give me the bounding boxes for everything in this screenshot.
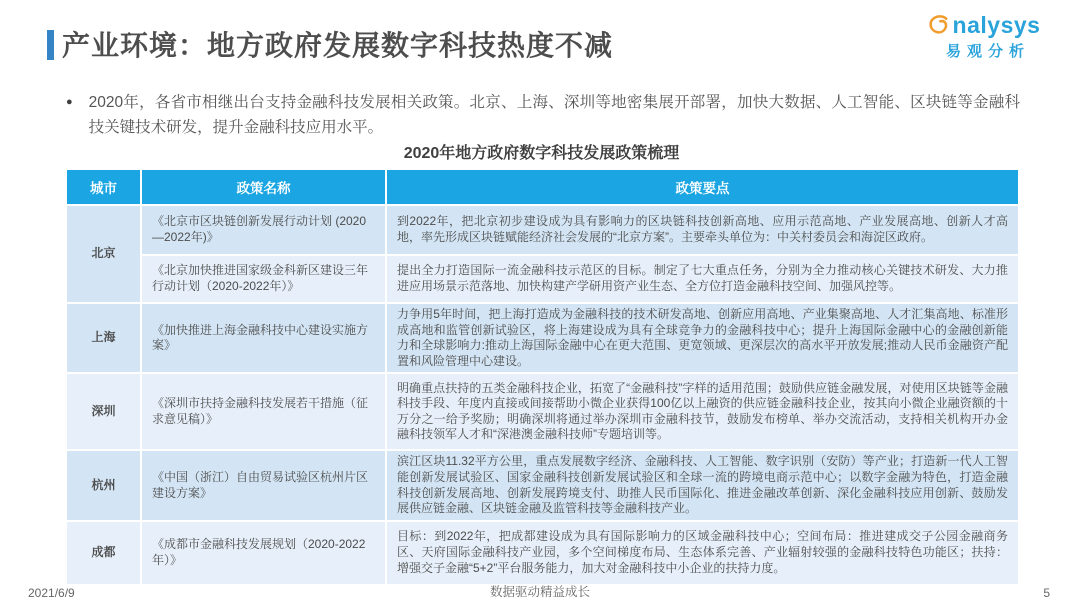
policy-points-cell: 提出全力打造国际一流金融科技示范区的目标。制定了七大重点任务，分别为全力推动核心关键技术研发、大力推进应用场景示范落地、加快构建产学研用资产业生态、全方位打造金融科技空间、加强风控等。 [386, 255, 1019, 303]
table-title: 2020年地方政府数字科技发展政策梳理 [403, 145, 680, 162]
intro-bullet-item [66, 90, 1020, 140]
policy-name-cell: 《成都市金融科技发展规划（2020-2022年）》 [141, 521, 386, 585]
header-policy-points: 政策要点 [386, 169, 1019, 205]
logo-brand-text: nalysys [952, 12, 1041, 38]
city-cell: 北京 [66, 205, 141, 303]
title-accent-bar [47, 30, 54, 60]
table-row [66, 521, 1019, 585]
table-row [66, 205, 1019, 255]
city-cell: 成都 [66, 521, 141, 585]
page-title: 产业环境：地方政府发展数字科技热度不减 [62, 30, 614, 61]
policy-points-cell: 明确重点扶持的五类金融科技企业，拓宽了“金融科技”字样的适用范围；鼓励供应链金融发展，对使用区块链等金融科技手段、年度内直接或间接帮助小微企业获得100亿以上融资的供应链金融科技企业，按其向小微企业融资额的十万分之一给予奖励；明确深圳将通过举办深圳市金融科技节，鼓励发布榜单、举办交流活动，支持相关机构开办金融科技领军人才和“深港澳金融科技师”专题培训等。 [386, 373, 1019, 450]
policy-points-cell: 滨江区块11.32平方公里，重点发展数字经济、金融科技、人工智能、数字识别（安防）等产业；打造新一代人工智能创新发展试验区、国家金融科技创新发展试验区和全球一流的跨境电商示范中心；以数字金融为特色，打造金融科技创新发展高地、创新发展跨境支付、助推人民币国际化、推进金融改革创新、深化金融科技应用创新、鼓励发展供应链金融、区块链金融及监管科技等金融科技产业。 [386, 450, 1019, 520]
intro-text: 2020年，各省市相继出台支持金融科技发展相关政策。北京、上海、深圳等地密集展开部署，加快大数据、人工智能、区块链等金融科技关键技术研发，提升金融科技应用水平。 [88, 94, 1020, 136]
logo-brand-chinese: 易观分析 [945, 43, 1030, 60]
policy-name-cell: 《北京市区块链创新发展行动计划 (2020—2022年)》 [141, 205, 386, 255]
table-header-row [66, 169, 1019, 205]
policy-name-cell: 《中国（浙江）自由贸易试验区杭州片区建设方案》 [141, 450, 386, 520]
footer-tagline: 数据驱动精益成长 [489, 585, 590, 599]
city-cell: 杭州 [66, 450, 141, 520]
table-row [66, 303, 1019, 373]
header-policy-name: 政策名称 [141, 169, 386, 205]
bullet-icon: ● [66, 96, 73, 108]
logo-a-swirl-icon [926, 12, 953, 39]
table-row [66, 373, 1019, 450]
logo-wordmark [908, 12, 1058, 39]
table-row [66, 450, 1019, 520]
policy-points-cell: 力争用5年时间，把上海打造成为金融科技的技术研发高地、创新应用高地、产业集聚高地、人才汇集高地、标准形成高地和监管创新试验区，将上海建设成为具有全球竞争力的金融科技中心；提升上海国际金融中心的金融创新能力和全球影响力:推动上海国际金融中心在更大范围、更宽领域、更深层次的高水平开放发展;推动人民币金融资产配置和风险管理中心建设。 [386, 303, 1019, 373]
city-cell: 上海 [66, 303, 141, 373]
table-row [66, 255, 1019, 303]
footer-date: 2021/6/9 [28, 586, 75, 600]
policy-name-cell: 《北京加快推进国家级金科新区建设三年行动计划（2020-2022年）》 [141, 255, 386, 303]
policy-table [65, 168, 1020, 586]
header-city: 城市 [66, 169, 141, 205]
policy-name-cell: 《深圳市扶持金融科技发展若干措施（征求意见稿）》 [141, 373, 386, 450]
policy-name-cell: 《加快推进上海金融科技中心建设实施方案》 [141, 303, 386, 373]
policy-points-cell: 到2022年，把北京初步建设成为具有影响力的区块链科技创新高地、应用示范高地、产业发展高地、创新人才高地，率先形成区块链赋能经济社会发展的“北京方案”。主要牵头单位为：中关村委员会和海淀区政府。 [386, 205, 1019, 255]
policy-points-cell: 目标：到2022年，把成都建设成为具有国际影响力的区域金融科技中心；空间布局：推进建成交子公园金融商务区、天府国际金融科技产业园，多个空间梯度布局、生态体系完善、产业辐射较强的金融科技特色功能区；扶持：增强交子金融“5+2”平台服务能力，加大对金融科技中小企业的扶持力度。 [386, 521, 1019, 585]
footer-page-number: 5 [1043, 586, 1050, 600]
city-cell: 深圳 [66, 373, 141, 450]
analysys-logo [908, 12, 1058, 61]
